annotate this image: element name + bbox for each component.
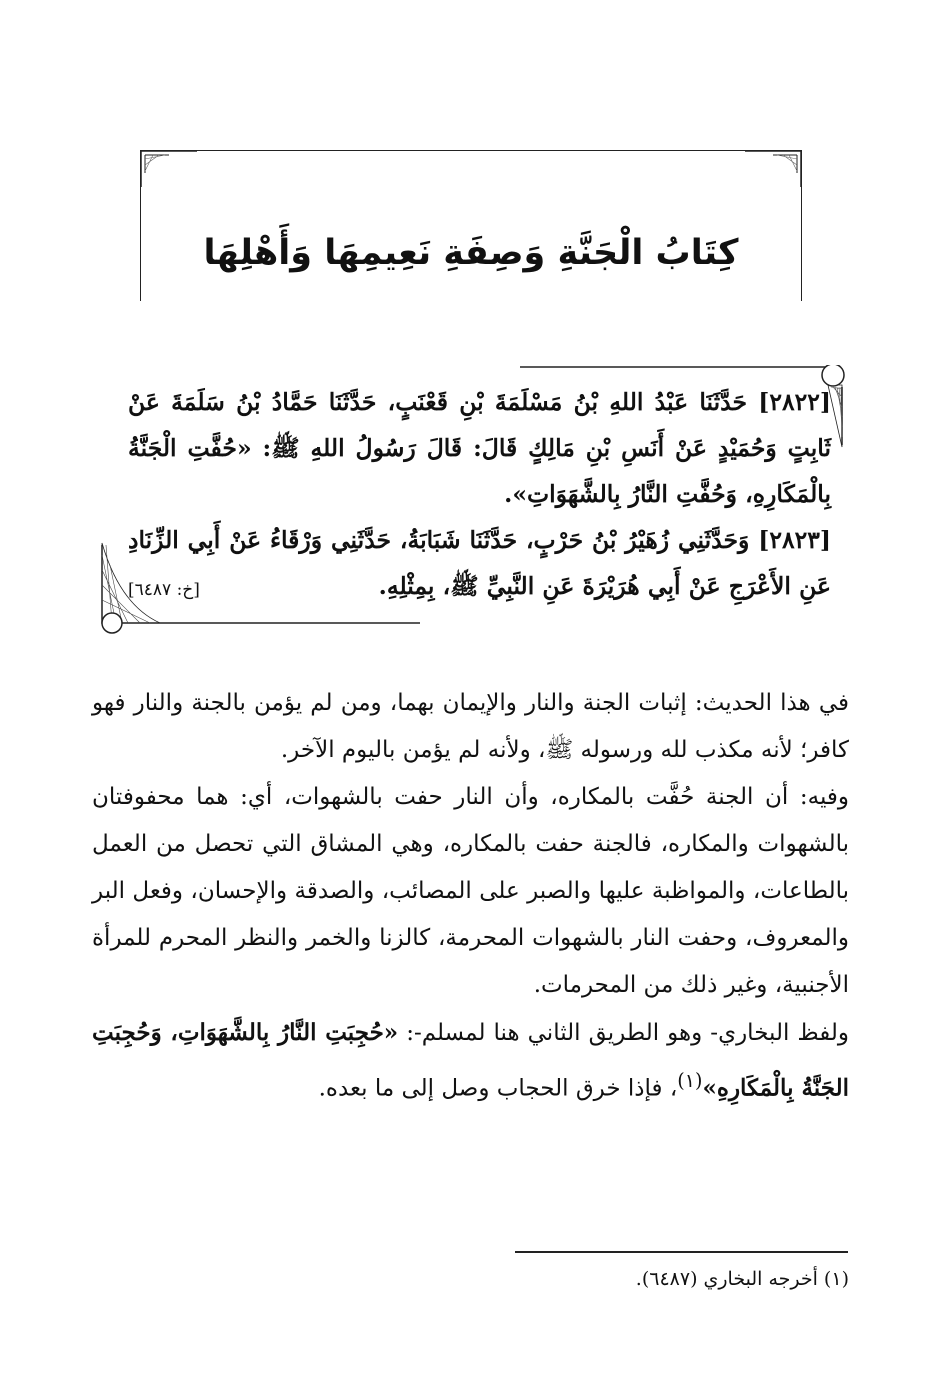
chapter-title: كِتَابُ الْجَنَّةِ وَصِفَةِ نَعِيمِهَا وَأَهْلِهَا bbox=[203, 233, 739, 273]
commentary bbox=[92, 680, 849, 1113]
bukhari-intro: ولفظ البخاري- وهو الطريق الثاني هنا لمسلم-: bbox=[398, 1020, 849, 1046]
commentary-paragraph-bukhari bbox=[92, 1009, 849, 1113]
hadith-2822: [٢٨٢٢] حَدَّثَنَا عَبْدُ اللهِ بْنُ مَسْلَمَةَ بْنِ قَعْنَبٍ، حَدَّثَنَا حَمَّادُ بْنُ سَلَمَةَ عَنْ ثَابِتٍ وَحُمَيْدٍ عَنْ أَنَسِ بْنِ مَالِكٍ قَالَ: قَالَ رَسُولُ اللهِ ﷺ: «حُفَّتِ الْجَنَّةُ بِالْمَكَارِهِ، وَحُفَّتِ النَّارُ بِالشَّهَوَاتِ». bbox=[128, 388, 831, 508]
hadith-2823-text: [٢٨٢٣] وَحَدَّثَنِي زُهَيْرُ بْنُ حَرْبٍ، حَدَّثَنَا شَبَابَةُ، حَدَّثَنِي وَرْقَاءُ عَنْ أَبِي الزِّنَادِ عَنِ الأَعْرَجِ عَنْ أَبِي هُرَيْرَةَ عَنِ النَّبِيِّ ﷺ، بِمِثْلِهِ. bbox=[128, 526, 831, 600]
frame-corner-ornament bbox=[743, 149, 803, 189]
frame-corner-ornament bbox=[139, 149, 199, 189]
hadith-text bbox=[128, 379, 831, 613]
commentary-paragraph: في هذا الحديث: إثبات الجنة والنار والإيمان بهما، ومن لم يؤمن بالجنة والنار فهو كافر؛ لأنه مكذب لله ورسوله ﷺ، ولأنه لم يؤمن باليوم الآخر. bbox=[92, 690, 849, 763]
chapter-title-frame bbox=[140, 150, 802, 301]
footnote-divider bbox=[515, 1251, 848, 1253]
commentary-paragraph: وفيه: أن الجنة حُفَّت بالمكاره، وأن النار حفت بالشهوات، أي: هما محفوفتان بالشهوات والمكاره، فالجنة حفت بالمكاره، وهي المشاق التي تحصل من العمل بالطاعات، والمواظبة عليها والصبر على المصائب، والصدقة والإحسان، وفعل البر والمعروف، وحفت النار بالشهوات المحرمة، كالزنا والخمر والنظر المحرم للمرأة الأجنبية، وغير ذلك من المحرمات. bbox=[92, 784, 849, 998]
bukhari-outro: ، فإذا خرق الحجاب وصل إلى ما بعده. bbox=[318, 1075, 678, 1102]
hadith-reference: [خ: ٦٤٨٧] bbox=[128, 580, 200, 600]
footnote-marker[interactable]: (١) bbox=[677, 1069, 703, 1092]
hadith-2823 bbox=[128, 517, 831, 609]
hadith-box bbox=[100, 365, 845, 635]
footnote: (١) أخرجه البخاري (٦٤٨٧). bbox=[635, 1268, 849, 1290]
bukhari-quote: «حُجِبَتِ النَّارُ بِالشَّهَوَاتِ، وَحُجِبَتِ الجَنَّةُ بِالْمَكَارِهِ» bbox=[92, 1019, 849, 1102]
